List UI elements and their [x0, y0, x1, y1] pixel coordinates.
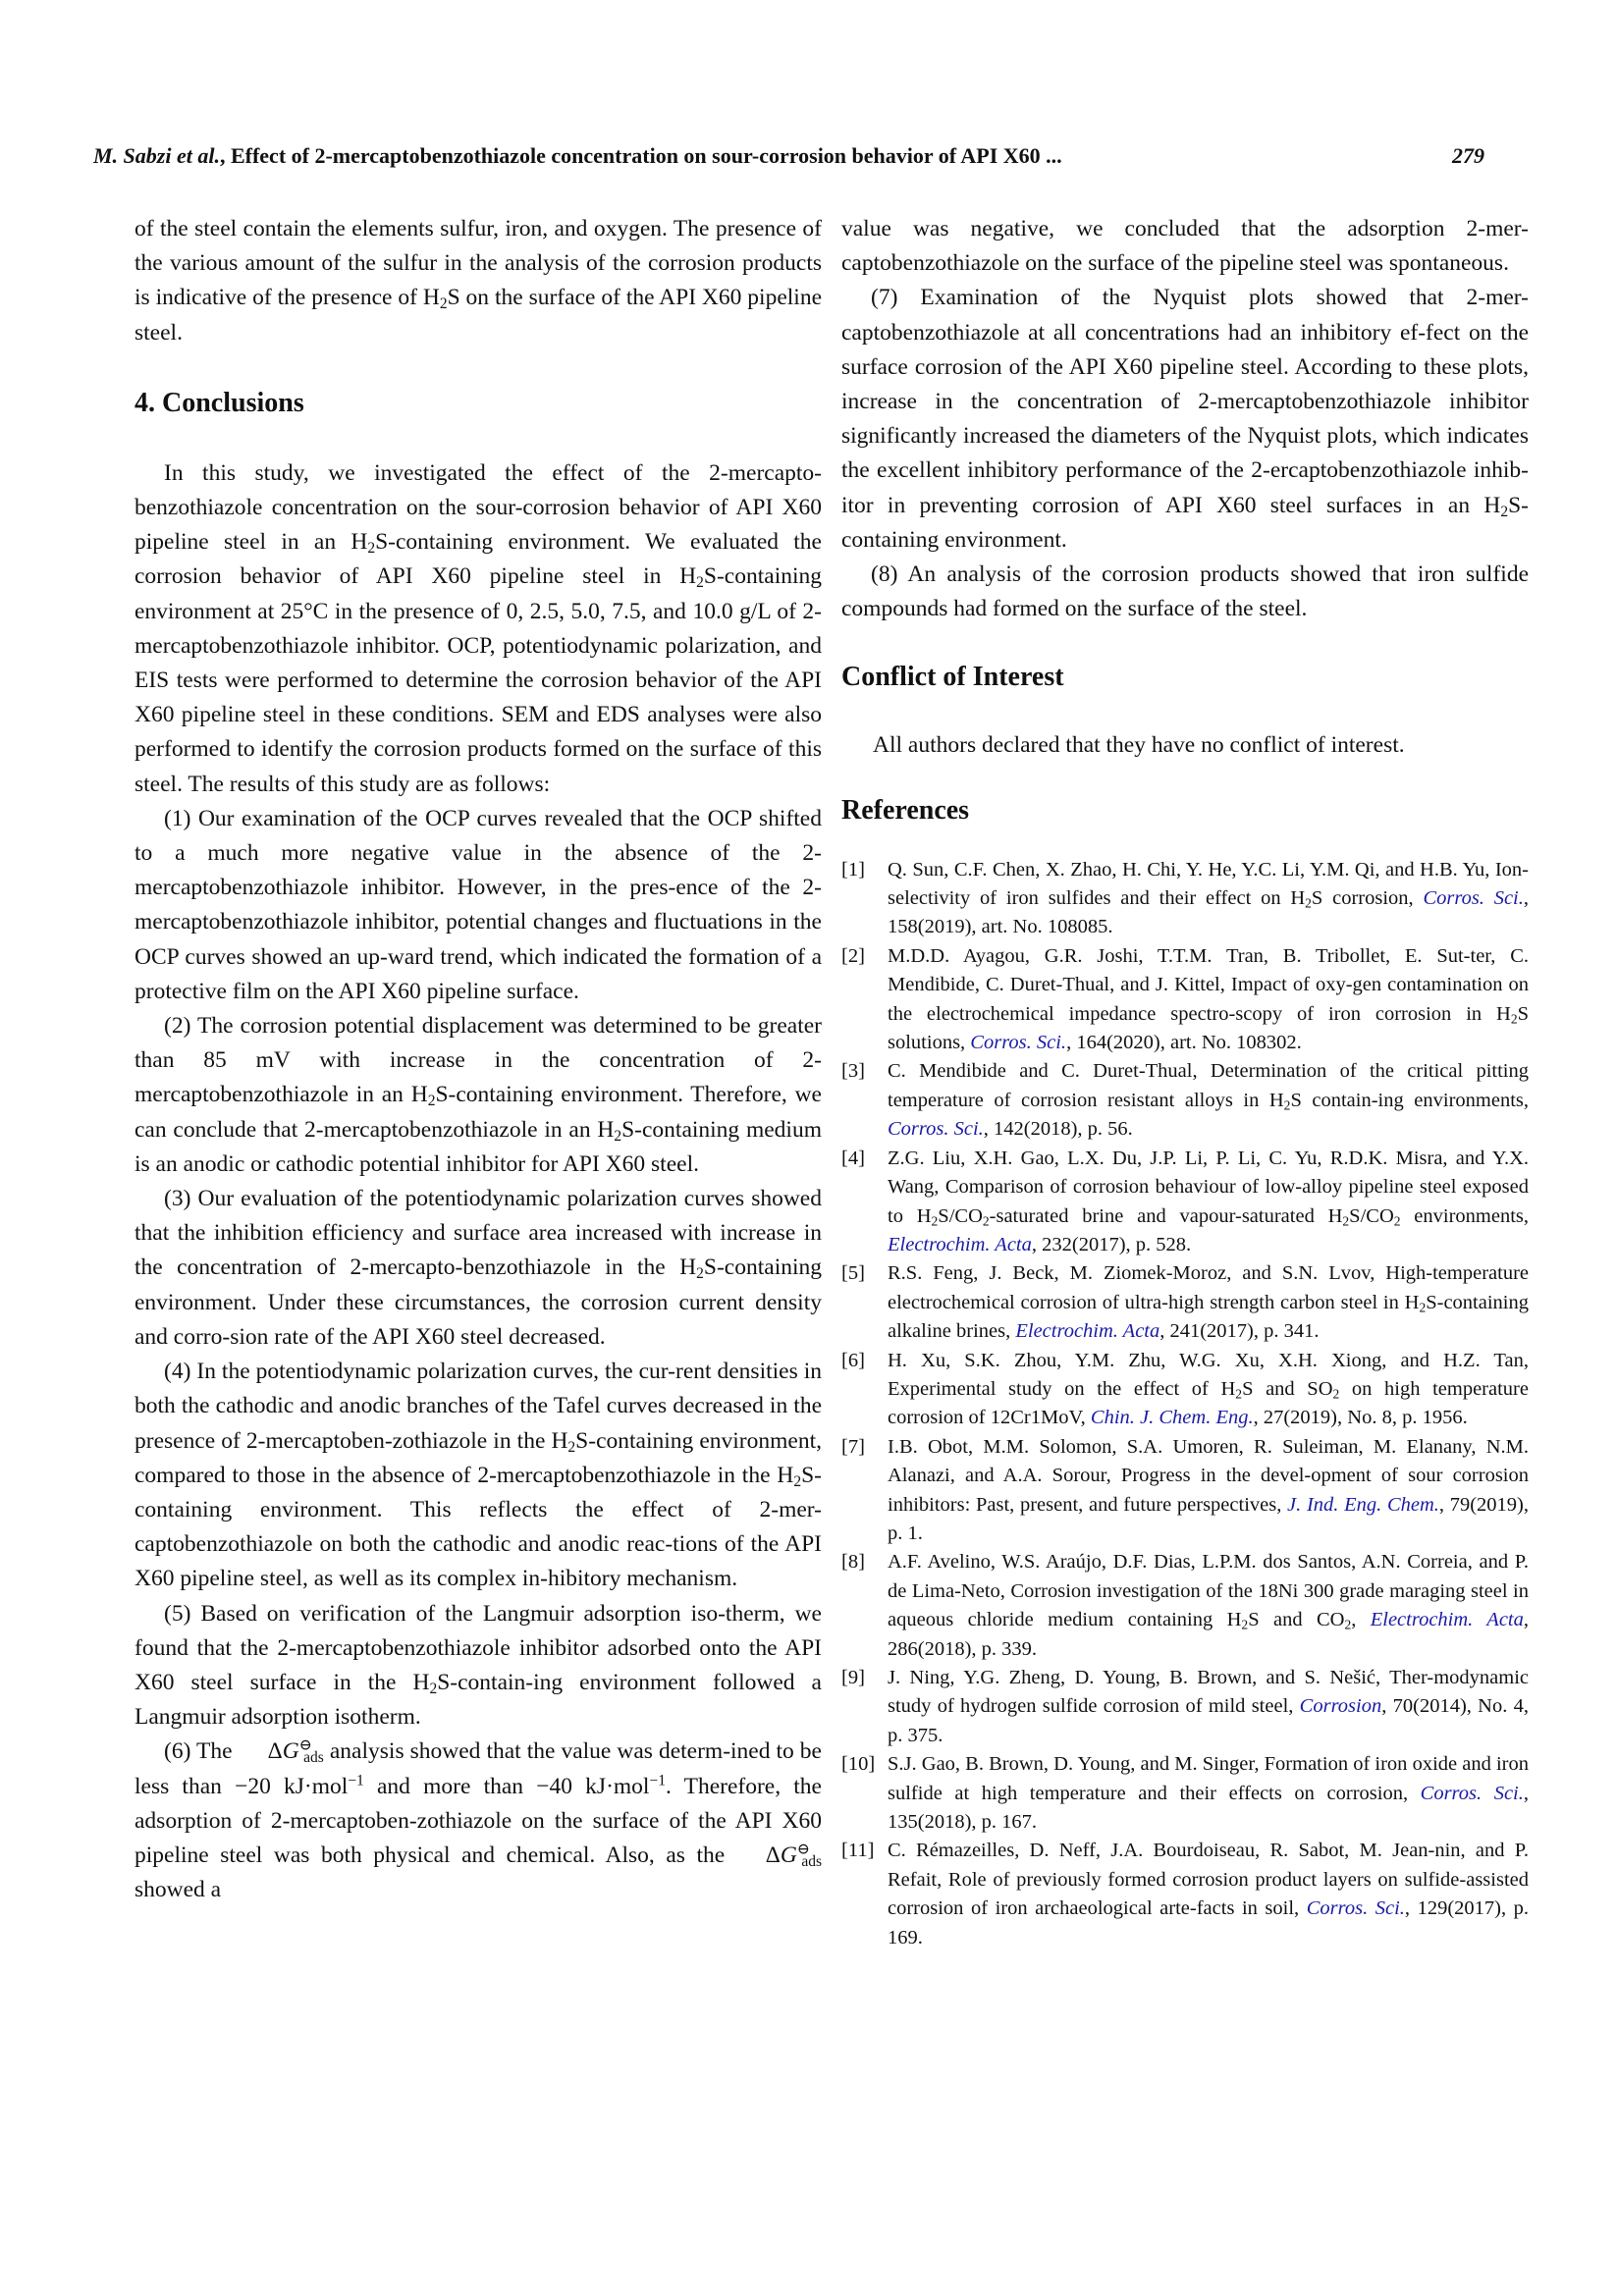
conclusion-item: (5) Based on verification of the Langmuir adsorption iso-therm, we found that the 2-mercaptobenzothiazole inhibitor adsorbed onto the API X60 steel surface in the $H_2S-contain$-ing environment followed a Langmuir adsorption isotherm. [135, 1600, 822, 1731]
journal-link[interactable]: Corros. Sci. [1423, 887, 1524, 910]
subscript: 2 [793, 1472, 802, 1490]
reference-number: [4] [841, 1147, 865, 1169]
conclusion-item: (2) The corrosion potential displacement was determined to be greater than 85 mV with increase in the concentration of 2-mercaptobenzothiazole in an $H_2S$-containing environment. Therefore, we can conclude that 2-mercaptobenzothiazole in an $H_2S$-containing medium is an anodic or cathodic potential inhibitor for API X60 steel. [135, 1013, 822, 1177]
reference-item [841, 942, 1529, 1058]
subscript: 2 [1283, 1097, 1291, 1113]
journal-link[interactable]: Chin. J. Chem. Eng. [1090, 1407, 1254, 1429]
journal-link[interactable]: Electrochim. Acta [888, 1233, 1032, 1255]
section-heading-references: References [841, 794, 970, 826]
reference-item [841, 1347, 1529, 1433]
subscript: 2 [1235, 1386, 1243, 1402]
reference-text: R.S. Feng, J. Beck, M. Ziomek-Moroz, and S.N. Lvov, High-temperature electrochemical corrosion of ultra-high strength carbon steel in $H_2S$-containing alkaline brines, Electrochim. Acta, 241(2017), p. 341. [888, 1262, 1529, 1343]
reference-item [841, 1664, 1529, 1750]
subscript: 2 [567, 1438, 576, 1456]
subscript: 2 [1500, 503, 1509, 520]
conclusion-item: (6) The $\Delta G^⊖_{ads}$ analysis showed that the value was determ-ined to be less than −20 kJ·mol$^{-1}$ and more than −40 kJ·mol$^{-1}$. Therefore, the adsorption of 2-mercaptoben-zothiazole on the surface of the API X60 pipeline steel was both physical and chemical. Also, as the $\Delta G^⊖_{ads}$ showed a [135, 1735, 822, 1907]
reference-number: [6] [841, 1349, 865, 1371]
subscript: 2 [1419, 1300, 1427, 1315]
journal-link[interactable]: J. Ind. Eng. Chem. [1287, 1493, 1439, 1516]
reference-text: J. Ning, Y.G. Zheng, D. Young, B. Brown, and S. Nešić, Ther-modynamic study of hydrogen sulfide corrosion of mild steel, Corrosion, 70(2014), No. 4, p. 375. [888, 1667, 1529, 1746]
reference-text: Z.G. Liu, X.H. Gao, L.X. Du, J.P. Li, P. Li, C. Yu, R.D.K. Misra, and Y.X. Wang, Comparison of corrosion behaviour of low-alloy pipeline steel exposed to $H_2S/CO_2$-saturated brine and vapour-saturated $H_2S/CO_2$ environments, Electrochim. Acta, 232(2017), p. 528. [888, 1147, 1530, 1255]
reference-item [841, 1057, 1529, 1144]
reference-item [841, 1548, 1529, 1664]
conclusion-item: (1) Our examination of the OCP curves revealed that the OCP shifted to a much more negative value in the absence of the 2-mercaptobenzothiazole inhibitor. However, in the pres-ence of the 2-mercaptobenzothiazole inhibitor, potential changes and fluctuations in the OCP curves showed an up-ward trend, which indicated the formation of a protective film on the API X60 pipeline surface. [135, 805, 822, 1004]
subscript: 2 [1241, 1617, 1249, 1632]
journal-link[interactable]: Corrosion [1299, 1695, 1382, 1718]
reference-text: C. Mendibide and C. Duret-Thual, Determination of the critical pitting temperature of corrosion resistant alloys in $H_2S$ contain-ing environments, Corros. Sci., 142(2018), p. 56. [888, 1060, 1529, 1141]
reference-number: [5] [841, 1262, 865, 1285]
reference-item [841, 1837, 1529, 1952]
running-title [93, 143, 1062, 169]
conclusions-paragraph: In this study, we investigated the effect of the 2-mercapto-benzothiazole concentration on the sour-corrosion behavior of API X60 pipeline steel in an $H_2S$-containing environment. We evaluated the corrosion behavior of API X60 pipeline steel in $H_2S$-containing environment at 25°C in the presence of 0, 2.5, 5.0, 7.5, and 10.0 g/L of 2-mercaptobenzothiazole inhibitor. OCP, potentiodynamic polarization, and EIS tests were performed to determine the corrosion behavior of the API X60 pipeline steel in these conditions. SEM and EDS analyses were also performed to identify the corrosion products formed on the surface of this steel. The results of this study are as follows: [135, 459, 822, 797]
subscript: 2 [1305, 895, 1312, 911]
reference-number: [11] [841, 1840, 875, 1862]
subscript: 2 [696, 574, 704, 592]
reference-text: Q. Sun, C.F. Chen, X. Zhao, H. Chi, Y. He, Y.C. Li, Y.M. Qi, and H.B. Yu, Ion-selectivity of iron sulfides and their effect on $H_2S$ corrosion, Corros. Sci., 158(2019), art. No. 108085. [888, 858, 1530, 938]
reference-item [841, 1145, 1529, 1260]
journal-link[interactable]: Corros. Sci. [1420, 1782, 1524, 1804]
subscript: 2 [1342, 1212, 1350, 1228]
subscript: 2 [439, 295, 448, 313]
subscript: 2 [1510, 1011, 1518, 1027]
subscript: 2 [1344, 1617, 1352, 1632]
section-heading-conclusions: 4. Conclusions [135, 387, 304, 418]
gibbs-free-energy-symbol: $\Delta G^⊖_{ads}$ [267, 1736, 324, 1767]
running-header [93, 143, 1484, 177]
reference-number: [1] [841, 858, 865, 881]
conclusion-item: (7) Examination of the Nyquist plots showed that 2-mer-captobenzothiazole at all concentrations had an inhibitory ef-fect on the surface corrosion of the API X60 pipeline steel. According to these plots, increase in the concentration of 2-mercaptobenzothiazole inhibitor significantly increased the diameters of the Nyquist plots, which indicates the excellent inhibitory performance of the 2-ercaptobenzothiazole inhib-itor in preventing corrosion of API X60 steel surfaces in an $H_2S$-containing environment. [841, 285, 1529, 553]
reference-text: H. Xu, S.K. Zhou, Y.M. Zhu, W.G. Xu, X.H. Xiong, and H.Z. Tan, Experimental study on the effect of $H_2S$ and $SO_2$ on high temperature corrosion of 12Cr1MoV, Chin. J. Chem. Eng., 27(2019), No. 8, p. 1956. [888, 1349, 1529, 1429]
conclusion-item: (4) In the potentiodynamic polarization curves, the cur-rent densities in both the cathodic and anodic branches of the Tafel curves decreased in the presence of 2-mercaptoben-zothiazole in the $H_2S$-containing environment, compared to those in the absence of 2-mercaptobenzothiazole in the $H_2S$-containing environment. This reflects the effect of 2-mer-captobenzothiazole on both the cathodic and anodic reac-tions of the API X60 pipeline steel, as well as its complex in-hibitory mechanism. [135, 1359, 822, 1592]
reference-text: I.B. Obot, M.M. Solomon, S.A. Umoren, R. Suleiman, M. Elanany, N.M. Alanazi, and A.A. Sorour, Progress in the devel-opment of sour corrosion inhibitors: Past, present, and future perspectives, J. Ind. Eng. Chem., 79(2019), p. 1. [888, 1435, 1530, 1544]
subscript: 2 [429, 1680, 438, 1697]
reference-text: A.F. Avelino, W.S. Araújo, D.F. Dias, L.P.M. dos Santos, A.N. Correia, and P. de Lima-Neto, Corrosion investigation of the 18Ni 300 grade maraging steel in aqueous chloride medium containing $H_2S$ and $CO_2$, Electrochim. Acta, 286(2018), p. 339. [888, 1551, 1529, 1660]
section-heading-conflict-of-interest: Conflict of Interest [841, 662, 1064, 693]
conclusion-item: (8) An analysis of the corrosion products showed that iron sulfide compounds had formed on the surface of the steel. [841, 561, 1529, 622]
reference-item [841, 1433, 1529, 1549]
subscript: 2 [367, 540, 376, 558]
subscript: 2 [427, 1093, 436, 1110]
reference-number: [10] [841, 1753, 876, 1776]
subscript: 2 [614, 1127, 622, 1145]
reference-number: [9] [841, 1667, 865, 1689]
superscript: −1 [649, 1772, 666, 1789]
journal-link[interactable]: Corros. Sci. [970, 1032, 1067, 1054]
reference-text: C. Rémazeilles, D. Neff, J.A. Bourdoiseau, R. Sabot, M. Jean-nin, and P. Refait, Role of previously formed corrosion product layers on sulfide-assisted corrosion of iron archaeological arte-facts in soil, Corros. Sci., 129(2017), p. 169. [888, 1840, 1530, 1949]
reference-number: [8] [841, 1551, 865, 1574]
reference-item [841, 856, 1529, 942]
running-title-text: , Effect of 2-mercaptobenzothiazole concentration on sour-corrosion behavior of API X60 ... [219, 143, 1062, 168]
subscript: 2 [1332, 1386, 1340, 1402]
gibbs-free-energy-symbol: $\Delta G^⊖_{ads}$ [765, 1841, 822, 1870]
reference-item [841, 1259, 1529, 1346]
subscript: 2 [931, 1212, 939, 1228]
reference-item [841, 1750, 1529, 1837]
journal-link[interactable]: Electrochim. Acta [1015, 1320, 1160, 1343]
subscript: 2 [982, 1212, 990, 1228]
left-column [135, 212, 822, 1907]
journal-link[interactable]: Electrochim. Acta [1370, 1609, 1524, 1631]
journal-link[interactable]: Corros. Sci. [1306, 1897, 1405, 1920]
subscript: 2 [696, 1265, 704, 1283]
running-authors: M. Sabzi et al. [93, 143, 220, 168]
reference-text: S.J. Gao, B. Brown, D. Young, and M. Singer, Formation of iron oxide and iron sulfide at high temperature and their effects on corrosion, Corros. Sci., 135(2018), p. 167. [888, 1753, 1530, 1834]
journal-link[interactable]: Corros. Sci. [888, 1118, 984, 1141]
reference-number: [2] [841, 944, 865, 967]
conflict-of-interest-text: All authors declared that they have no conflict of interest. [873, 732, 1405, 759]
conclusion-item-continued: value was negative, we concluded that the adsorption 2-mer-captobenzothiazole on the surface of the pipeline steel was spontaneous. [841, 216, 1529, 277]
reference-number: [3] [841, 1060, 865, 1083]
superscript: −1 [348, 1772, 364, 1789]
page-number: 279 [1452, 143, 1484, 168]
subscript: 2 [1393, 1212, 1401, 1228]
reference-number: [7] [841, 1435, 865, 1458]
conclusion-item: (3) Our evaluation of the potentiodynamic polarization curves showed that the inhibition efficiency and surface area increased with increase in the concentration of 2-mercapto-benzothiazole in the $H_2S$-containing environment. Under these circumstances, the corrosion current density and corro-sion rate of the API X60 steel decreased. [135, 1186, 822, 1350]
reference-list [841, 856, 1529, 1952]
right-column [841, 212, 1529, 1952]
reference-text: M.D.D. Ayagou, G.R. Joshi, T.T.M. Tran, B. Tribollet, E. Sut-ter, C. Mendibide, C. Duret-Thual, and J. Kittel, Impact of oxy-gen contamination on the electrochemical impedance spectro-scopy of iron corrosion in $H_2S$ solutions, Corros. Sci., 164(2020), art. No. 108302. [888, 944, 1529, 1054]
intro-paragraph: of the steel contain the elements sulfur, iron, and oxygen. The presence of the various amount of the sulfur in the analysis of the corrosion products is indicative of the presence of $H_2S$ on the surface of the API X60 pipeline steel. [135, 216, 823, 346]
